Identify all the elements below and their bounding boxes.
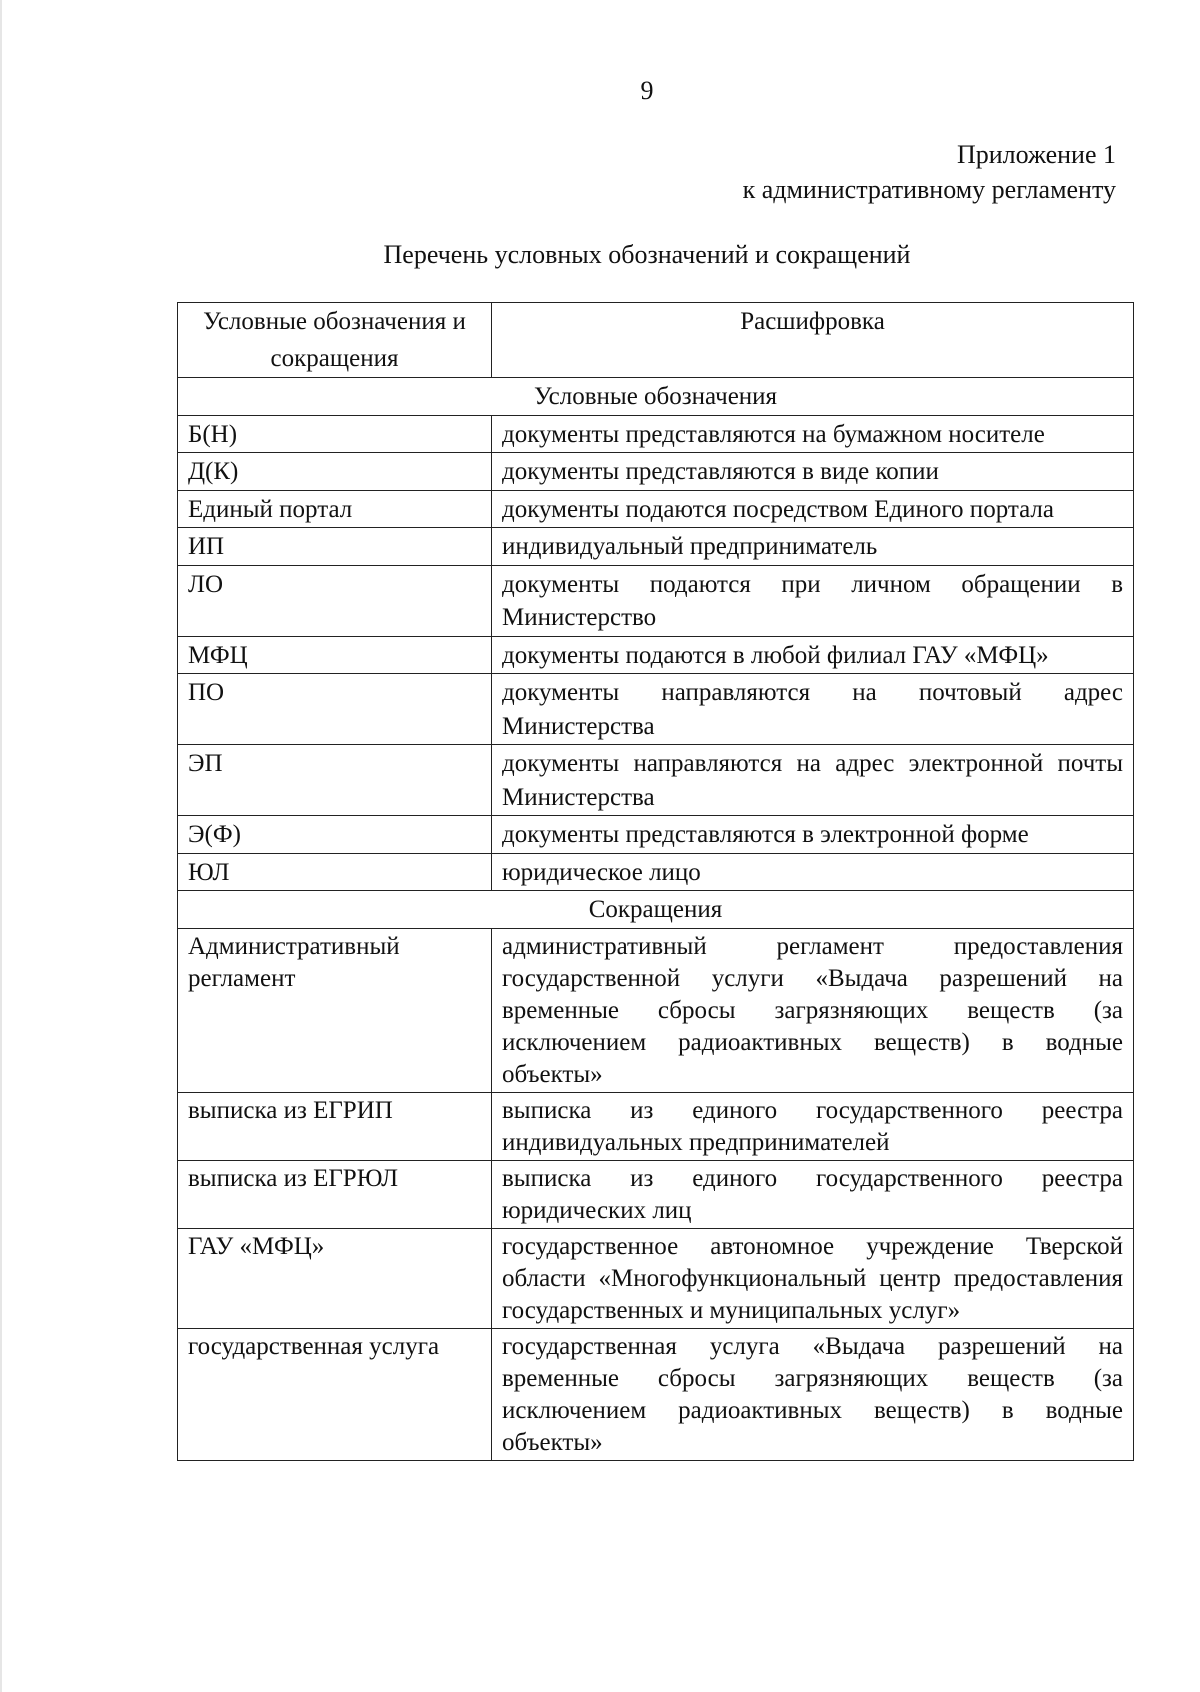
table-row xyxy=(178,1160,1134,1228)
table-row xyxy=(178,1328,1134,1460)
section-title-symbols: Условные обозначения xyxy=(178,378,1134,416)
page-number: 9 xyxy=(640,76,654,105)
table-row xyxy=(178,816,1134,854)
meaning-cell: документы представляются в электронной форме xyxy=(492,816,1134,854)
term-cell: ЛО xyxy=(178,565,492,636)
meaning-cell: документы подаются в любой филиал ГАУ «МФЦ» xyxy=(492,636,1134,674)
table-row xyxy=(178,853,1134,891)
table-row xyxy=(178,636,1134,674)
meaning-cell: документы подаются посредством Единого портала xyxy=(492,490,1134,528)
table-row xyxy=(178,453,1134,491)
header-meaning: Расшифровка xyxy=(492,303,1134,378)
table-row xyxy=(178,490,1134,528)
table-row xyxy=(178,1092,1134,1160)
term-cell: ЮЛ xyxy=(178,853,492,891)
table-row xyxy=(178,928,1134,1092)
table-row xyxy=(178,674,1134,745)
appendix-line-2: к административному регламенту xyxy=(742,175,1116,204)
meaning-cell: государственная услуга «Выдача разрешений на временные сбросы загрязняющих веществ (за исключением радиоактивных веществ) в водные объекты» xyxy=(492,1328,1134,1460)
meaning-cell: индивидуальный предприниматель xyxy=(492,528,1134,566)
section-row xyxy=(178,378,1134,416)
meaning-cell: выписка из единого государственного реестра индивидуальных предпринимателей xyxy=(492,1092,1134,1160)
meaning-cell: документы направляются на почтовый адрес Министерства xyxy=(492,674,1134,745)
term-cell: МФЦ xyxy=(178,636,492,674)
abbreviations-table xyxy=(177,302,1134,1461)
meaning-cell: документы подаются при личном обращении в Министерство xyxy=(492,565,1134,636)
appendix-line-1: Приложение 1 xyxy=(956,140,1116,169)
term-cell: ЭП xyxy=(178,745,492,816)
table-header-row xyxy=(178,303,1134,378)
term-cell: выписка из ЕГРЮЛ xyxy=(178,1160,492,1228)
section-row xyxy=(178,891,1134,929)
term-cell: государственная услуга xyxy=(178,1328,492,1460)
table-row xyxy=(178,745,1134,816)
term-cell: ГАУ «МФЦ» xyxy=(178,1228,492,1328)
meaning-cell: юридическое лицо xyxy=(492,853,1134,891)
document-title: Перечень условных обозначений и сокращений xyxy=(383,240,911,269)
section-title-abbreviations: Сокращения xyxy=(178,891,1134,929)
term-cell: ИП xyxy=(178,528,492,566)
term-cell: Б(Н) xyxy=(178,415,492,453)
term-cell: Д(К) xyxy=(178,453,492,491)
appendix-header xyxy=(743,137,1116,207)
term-cell: Административный регламент xyxy=(178,928,492,1092)
term-cell: выписка из ЕГРИП xyxy=(178,1092,492,1160)
meaning-cell: документы направляются на адрес электронной почты Министерства xyxy=(492,745,1134,816)
meaning-cell: документы представляются в виде копии xyxy=(492,453,1134,491)
meaning-cell: государственное автономное учреждение Тверской области «Многофункциональный центр предоставления государственных и муниципальных услуг» xyxy=(492,1228,1134,1328)
meaning-cell: выписка из единого государственного реестра юридических лиц xyxy=(492,1160,1134,1228)
term-cell: Единый портал xyxy=(178,490,492,528)
table-row xyxy=(178,415,1134,453)
meaning-cell: административный регламент предоставления государственной услуги «Выдача разрешений на временные сбросы загрязняющих веществ (за исключением радиоактивных веществ) в водные объекты» xyxy=(492,928,1134,1092)
table-row xyxy=(178,565,1134,636)
table-row xyxy=(178,1228,1134,1328)
term-cell: ПО xyxy=(178,674,492,745)
header-terms: Условные обозначения и сокращения xyxy=(178,303,492,378)
table-row xyxy=(178,528,1134,566)
meaning-cell: документы представляются на бумажном носителе xyxy=(492,415,1134,453)
term-cell: Э(Ф) xyxy=(178,816,492,854)
